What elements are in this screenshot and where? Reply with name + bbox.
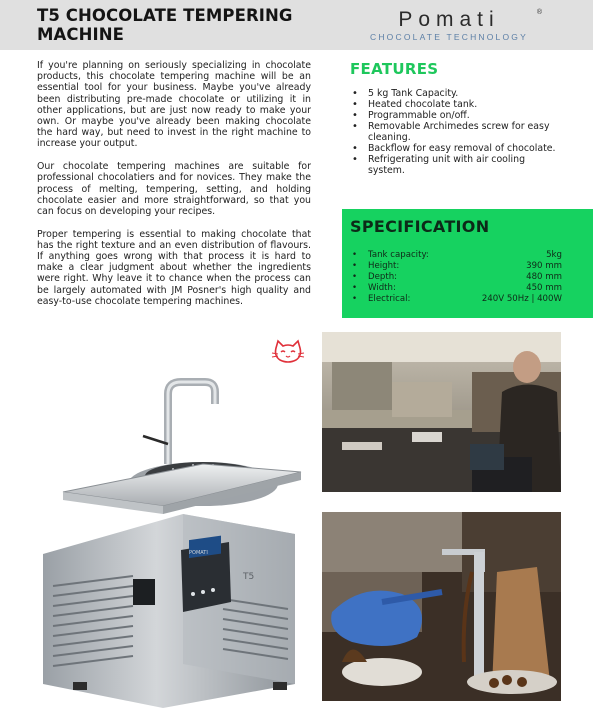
features-heading: FEATURES bbox=[350, 60, 439, 78]
intro-paragraph: Proper tempering is essential to making chocolate that has the right texture and an even distribution of flavours. If anything goes wrong with that process it is hard to make a clear judgment about whether the ingredients were right. Why leave it to chance when the process can be largely automated with JM Posner's high quality and easy-to-use chocolate tempering machines. bbox=[37, 228, 311, 307]
spec-row bbox=[352, 250, 562, 261]
feature-item: • Removable Archimedes screw for easy cleaning. bbox=[352, 122, 562, 143]
page-title: T5 CHOCOLATE TEMPERING MACHINE bbox=[37, 6, 293, 44]
spec-label: • Width: bbox=[368, 283, 396, 293]
spec-label: • Electrical: bbox=[368, 294, 411, 304]
specification-heading: SPECIFICATION bbox=[350, 217, 490, 236]
spec-label: • Height: bbox=[368, 261, 400, 271]
spec-value: 450 mm bbox=[526, 283, 562, 293]
cat-icon bbox=[270, 338, 306, 366]
spec-value: 480 mm bbox=[526, 272, 562, 282]
shop-counter-photo bbox=[322, 332, 561, 492]
feature-item: • Refrigerating unit with air cooling system. bbox=[352, 155, 562, 176]
feature-item: • Programmable on/off. bbox=[352, 111, 562, 122]
features-list bbox=[352, 89, 562, 177]
registered-mark: ® bbox=[536, 9, 542, 16]
machine-photo bbox=[33, 364, 315, 708]
spec-value: 240V 50Hz | 400W bbox=[481, 294, 562, 304]
spec-value: 5kg bbox=[546, 250, 562, 260]
spec-label: • Tank capacity: bbox=[368, 250, 429, 260]
intro-paragraph: If you're planning on seriously specializing in chocolate products, this chocolate tempering machine will be an essential tool for your business. Maybe you've already been distributing pre-made chocolate or utilizing it in other applications, but are just now ready to make your own. Or maybe you've already been making chocolate the hard way, but need to invest in the right machine to increase your output. bbox=[37, 60, 311, 150]
spec-label: • Depth: bbox=[368, 272, 398, 282]
spec-row bbox=[352, 294, 562, 305]
panel-brand: POMATI bbox=[189, 550, 208, 556]
feature-item: • 5 kg Tank Capacity. bbox=[352, 89, 562, 100]
spec-value: 390 mm bbox=[526, 261, 562, 271]
spec-row bbox=[352, 283, 562, 294]
specification-list bbox=[352, 250, 562, 305]
chocolate-pouring-photo bbox=[322, 512, 561, 701]
spec-row bbox=[352, 272, 562, 283]
intro-paragraph: Our chocolate tempering machines are suitable for professional chocolatiers and for novices. They make the process of melting, tempering, setting, and holding chocolate easier and more straightforward, so that you can focus on developing your recipes. bbox=[37, 161, 311, 217]
panel-model: T5 bbox=[243, 572, 255, 582]
logo-tagline: CHOCOLATE TECHNOLOGY bbox=[370, 32, 528, 42]
feature-item: • Backflow for easy removal of chocolate. bbox=[352, 144, 562, 155]
specification-box bbox=[342, 209, 593, 318]
intro-text bbox=[37, 60, 311, 319]
logo-wordmark: Pomati bbox=[398, 8, 500, 31]
header-bar bbox=[0, 0, 593, 50]
pomati-logo bbox=[350, 9, 548, 43]
spec-row bbox=[352, 261, 562, 272]
feature-item: • Heated chocolate tank. bbox=[352, 100, 562, 111]
